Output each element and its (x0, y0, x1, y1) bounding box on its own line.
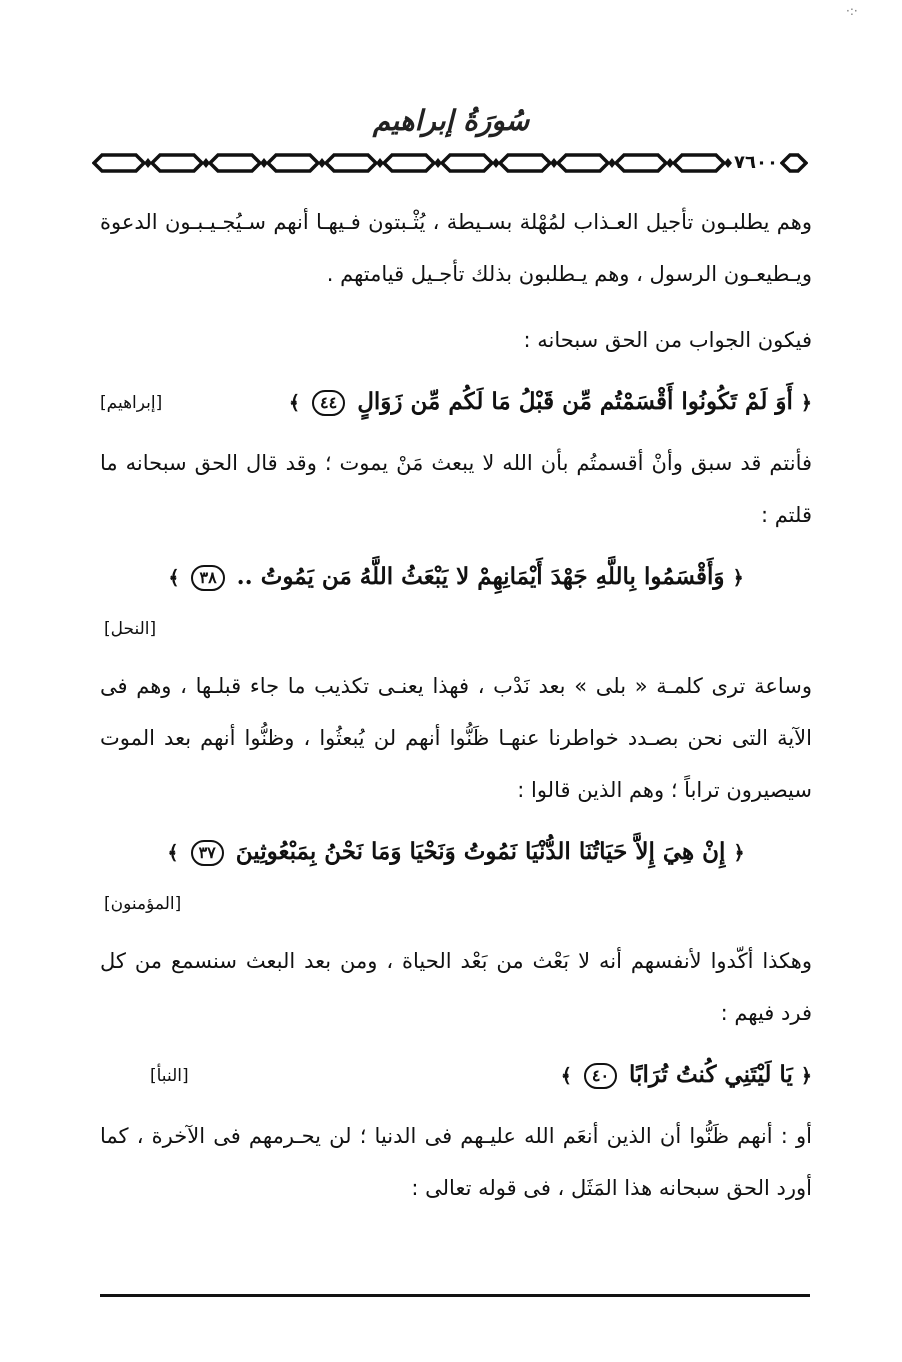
surah-title: سُورَةُ إبراهيم (372, 104, 530, 137)
verse-row-4 (100, 1047, 812, 1104)
page-body (100, 196, 812, 1214)
verse-open-bracket: ﴿ (800, 392, 812, 414)
footer-divider (100, 1294, 810, 1297)
verse-3 (167, 824, 744, 881)
verse-number: ٤٠ (584, 1063, 617, 1089)
verse-text: وَأَقْسَمُوا بِاللَّهِ جَهْدَ أَيْمَانِهِمْ لا يَبْعَثُ اللَّهُ مَن يَمُوتُ .. (236, 563, 725, 590)
verse-close-bracket: ﴾ (560, 1065, 572, 1087)
verse-4 (561, 1047, 812, 1104)
verse-text: إِنْ هِيَ إِلاَّ حَيَاتُنَا الدُّنْيَا نَمُوتُ وَنَحْيَا وَمَا نَحْنُ بِمَبْعُوثِينَ (235, 838, 726, 865)
corner-mark: ·:· (846, 4, 858, 18)
paragraph-6: أو : أنهم ظَنُّوا أن الذين أنعَم الله عليـهم فى الدنيا ؛ لن يحـرمهم فى الآخرة ، كما أورد الحق سبحانه هذا المَثَل ، فى قوله تعالى : (100, 1124, 812, 1200)
verse-2 (168, 549, 743, 606)
verse-row-2 (100, 549, 812, 606)
verse-close-bracket: ﴾ (167, 842, 179, 864)
paragraph-5: وهكذا أكّدوا لأنفسهم أنه لا بَعْث من بَعْد الحياة ، ومن بعد البعث سنسمع من كل فرد فيهم : (100, 949, 812, 1025)
ornamental-header-band (92, 150, 808, 176)
verse-source: [النبأ] (150, 1065, 189, 1086)
verse-text: أَوَ لَمْ تَكُونُوا أَقْسَمْتُم مِّن قَبْلُ مَا لَكُم مِّن زَوَالٍ (357, 388, 793, 415)
verse-number: ٤٤ (312, 390, 345, 416)
verse-open-bracket: ﴿ (732, 567, 744, 589)
verse-source: [إبراهيم] (100, 392, 163, 413)
verse-number: ٣٧ (191, 840, 224, 866)
verse-number: ٣٨ (191, 565, 224, 591)
verse-source: [المؤمنون] (104, 894, 182, 914)
verse-close-bracket: ﴾ (168, 567, 180, 589)
verse-close-bracket: ﴾ (288, 392, 300, 414)
verse-open-bracket: ﴿ (733, 842, 745, 864)
page-number: ٧٦٠٠ (732, 149, 780, 177)
verse-source: [النحل] (104, 619, 157, 639)
verse-row-1 (100, 374, 812, 431)
verse-open-bracket: ﴿ (800, 1065, 812, 1087)
ornament-chain-icon (92, 150, 808, 176)
verse-row-3 (100, 824, 812, 881)
verse-text: يَا لَيْتَنِي كُنتُ تُرَابًا (629, 1061, 793, 1088)
paragraph-4: وساعة ترى كلمـة « بلى » بعد نَدْب ، فهذا يعنـى تكذيب ما جاء قبلـها ، وهم فى الآية التى نحن بصـدد خواطرنا عنهـا ظَنُّوا أنهم لن يُبعثُوا ، وظنُّوا أنهم بعد الموت سيصيرون تراباً ؛ وهم الذين قالوا : (100, 674, 812, 802)
paragraph-3: فأنتم قد سبق وأنْ أقسمتُم بأن الله لا يبعث مَنْ يموت ؛ وقد قال الحق سبحانه ما قلتم : (100, 451, 812, 527)
paragraph-1: وهم يطلبـون تأجيل العـذاب لمُهْلة بسـيطة ، يُثْـبتون فـيهـا أنهم سـيُجـيـبـون الدعوة ويـطيعـون الرسول ، وهم يـطلبون بذلك تأجـيل قيامتهم . (100, 210, 812, 286)
paragraph-2: فيكون الجواب من الحق سبحانه : (523, 328, 812, 352)
verse-1 (289, 374, 812, 431)
